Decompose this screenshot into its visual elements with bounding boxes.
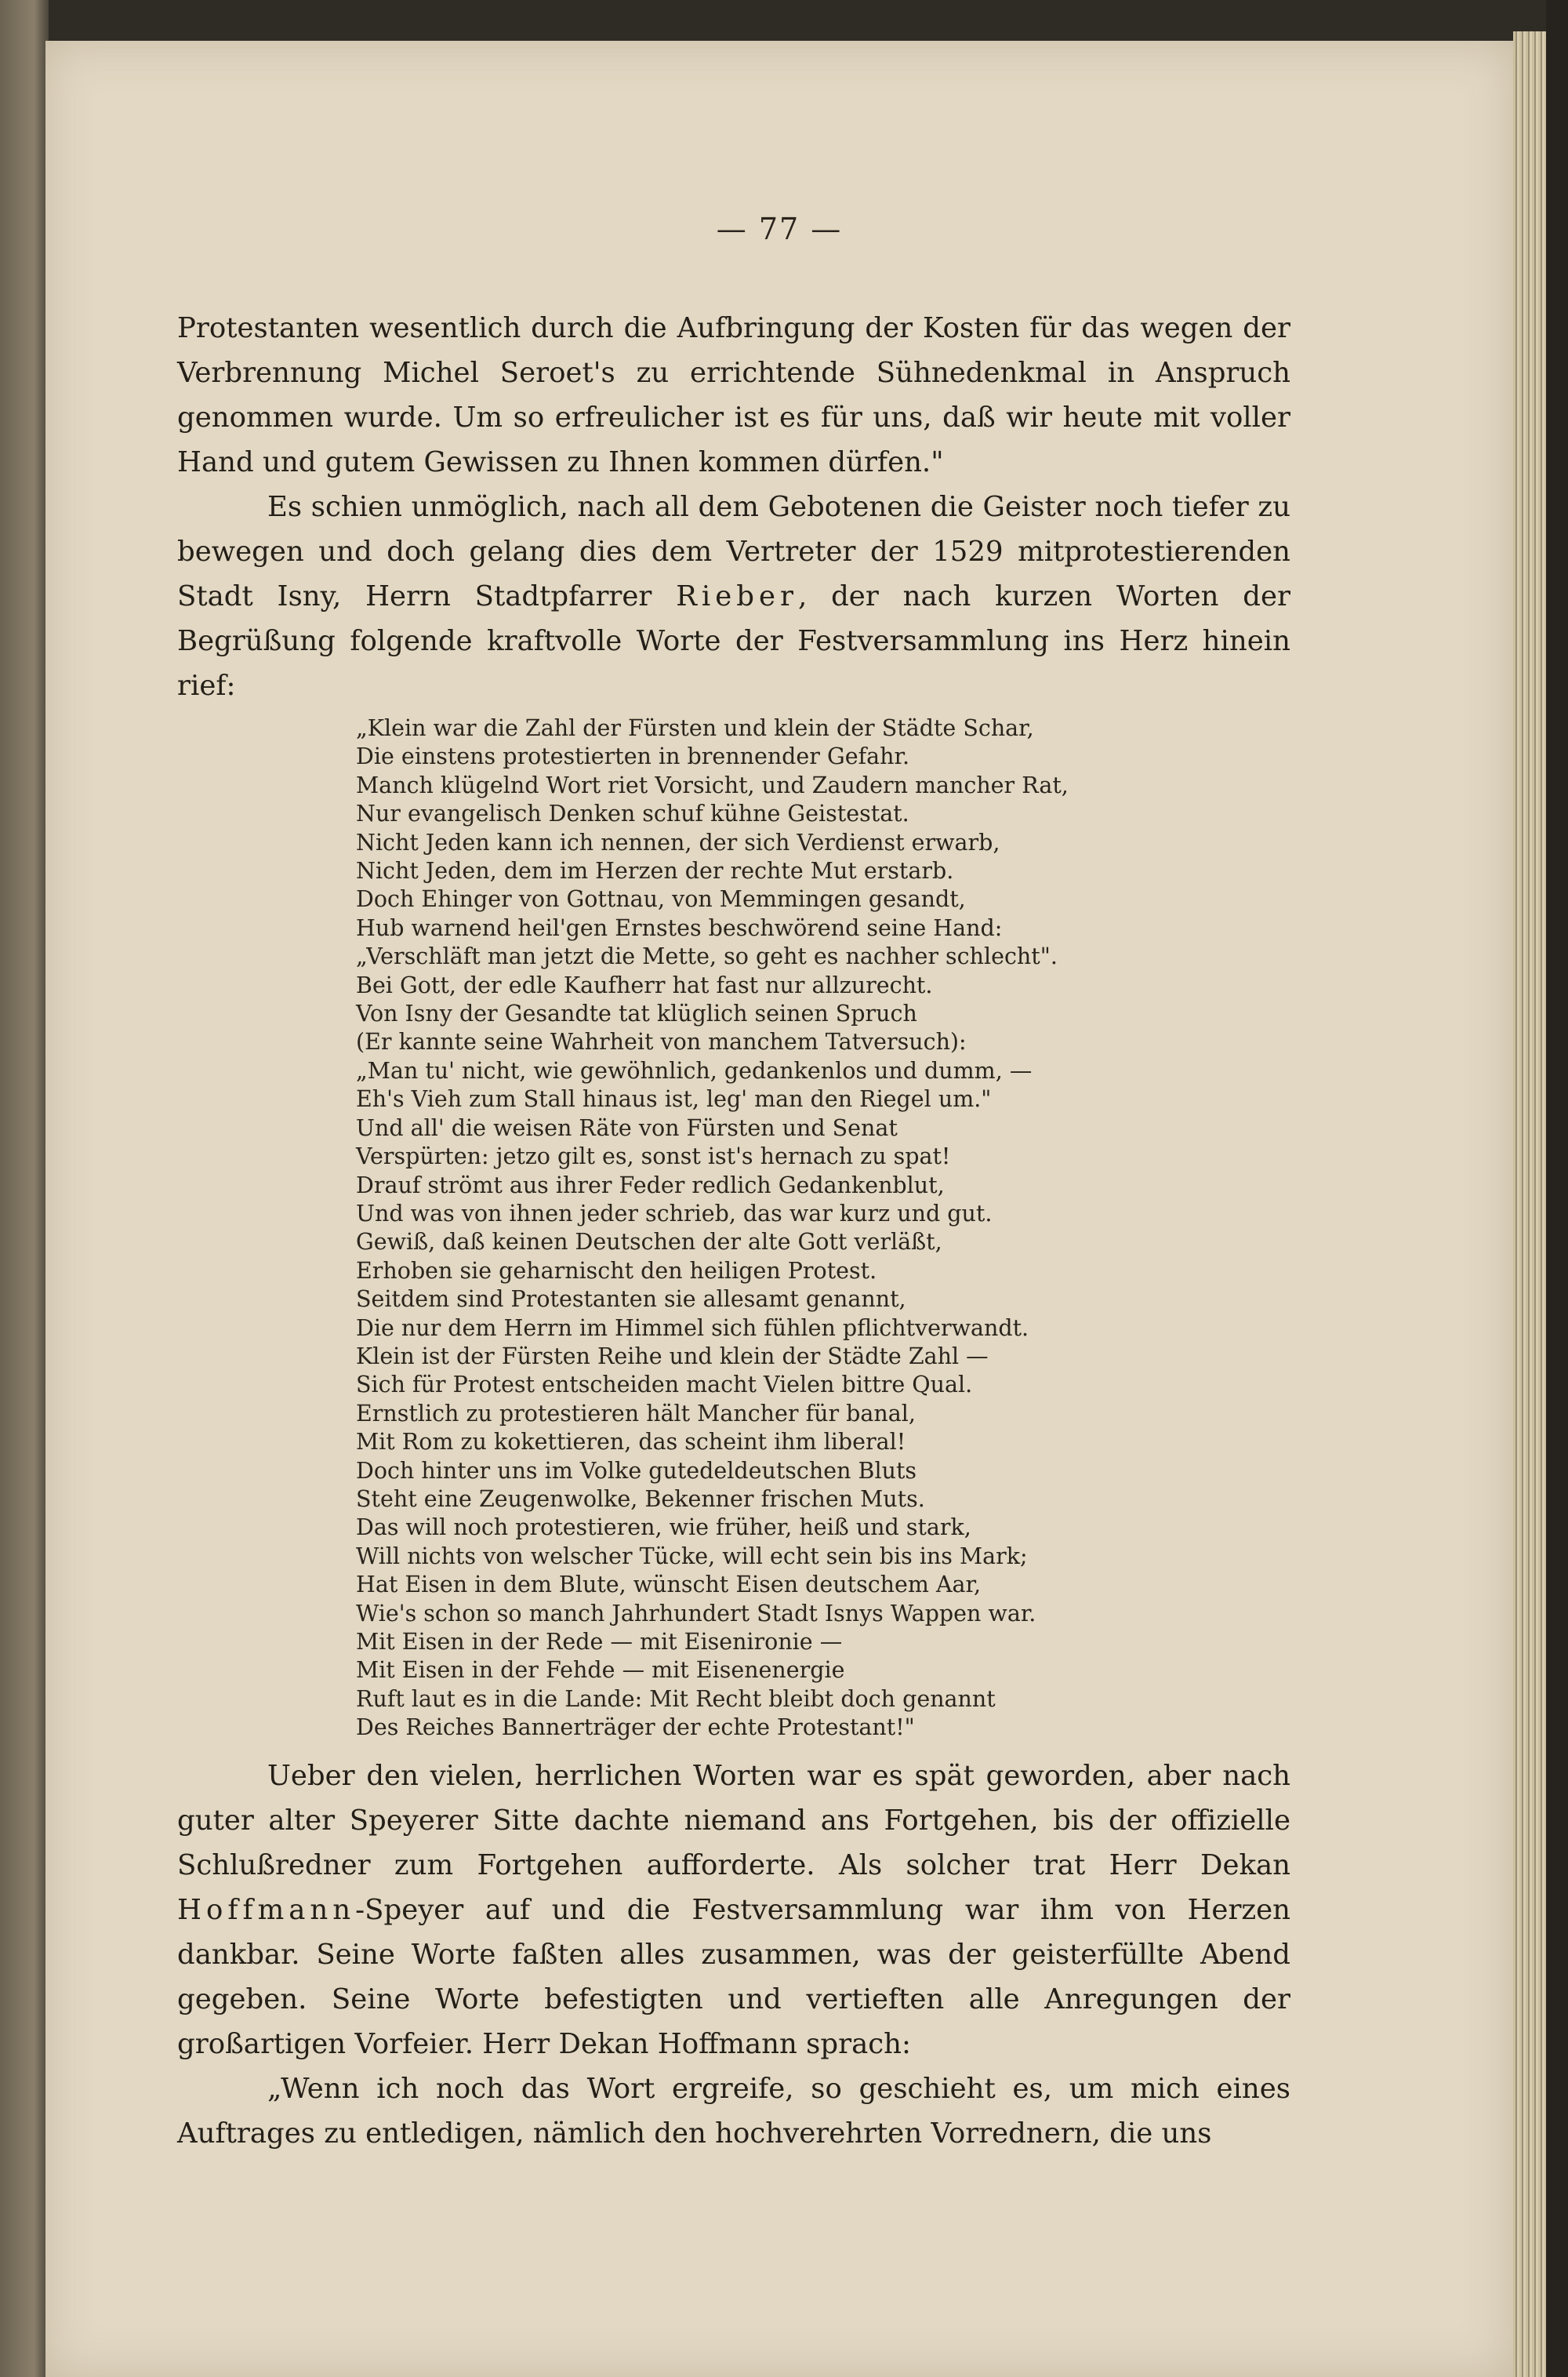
poem-line: Die einstens protestierten in brennender Gefahr. [356,743,910,770]
paragraph-4: „Wenn ich noch das Wort ergreife, so geschieht es, um mich eines Auftrages zu entledigen, nämlich den hochverehrten Vorrednern, die uns [177,2072,1290,2150]
book-page [45,41,1513,2377]
poem-line: Gewiß, daß keinen Deutschen der alte Gott verläßt, [356,1229,942,1256]
poem-line: Und all' die weisen Räte von Fürsten und Senat [356,1114,898,1141]
poem-line: „Man tu' nicht, wie gewöhnlich, gedankenlos und dumm, — [356,1057,1033,1084]
poem-line: Bei Gott, der edle Kaufherr hat fast nur allzurecht. [356,972,933,998]
poem-line: Seitdem sind Protestanten sie allesamt genannt, [356,1286,906,1313]
paragraph-1: Protestanten wesentlich durch die Aufbringung der Kosten für das wegen der Verbrennung Michel Seroet's zu errichtende Sühnedenkmal in Anspruch genommen wurde. Um so erfreulicher ist es für uns, daß wir heute mit voller Hand und gutem Gewissen zu Ihnen kommen dürfen." [177,312,1290,478]
paragraph-2: Es schien unmöglich, nach all dem Gebotenen die Geister noch tiefer zu bewegen und doch gelang dies dem Vertreter der 1529 mitprotestierenden Stadt Isny, Herrn Stadtpfarrer Rieber, der nach kurzen Worten der Begrüßung folgende kraftvolle Worte der Festversammlung ins Herz hinein rief: [177,491,1290,702]
poem-line: Doch hinter uns im Volke gutedeldeutschen Bluts [356,1457,917,1484]
paragraph-3: Ueber den vielen, herrlichen Worten war es spät geworden, aber nach guter alter Speyerer Sitte dachte niemand ans Fortgehen, bis der offizielle Schlußredner zum Fortgehen aufforderte. Als solcher trat Herr Dekan Hoffmann-Speyer auf und die Festversammlung war ihm von Herzen dankbar. Seine Worte faßten alles zusammen, was der geisterfüllte Abend gegeben. Seine Worte befestigten und vertieften alle Anregungen der großartigen Vorfeier. Herr Dekan Hoffmann sprach: [177,1759,1290,2060]
poem-line: Klein ist der Fürsten Reihe und klein der Städte Zahl — [356,1343,989,1369]
page-body [177,306,1290,2156]
poem-line: Doch Ehinger von Gottnau, von Memmingen gesandt, [356,886,966,913]
poem-line: Nicht Jeden kann ich nennen, der sich Verdienst erwarb, [356,829,1000,856]
poem-line: Hat Eisen in dem Blute, wünscht Eisen deutschem Aar, [356,1572,982,1598]
speaker-name-hoffmann: Hoffmann [177,1893,356,1926]
poem-line: Wie's schon so manch Jahrhundert Stadt Isnys Wappen war. [356,1600,1036,1626]
poem-line: Das will noch protestieren, wie früher, heiß und stark, [356,1514,971,1541]
poem-line: Steht eine Zeugenwolke, Bekenner frischen Muts. [356,1485,925,1512]
poem-line: Ruft laut es in die Lande: Mit Recht bleibt doch genannt [356,1685,996,1712]
poem [356,714,1290,1743]
poem-line: Nicht Jeden, dem im Herzen der rechte Mut erstarb. [356,858,954,885]
poem-line: Von Isny der Gesandte tat klüglich seinen Spruch [356,1001,917,1027]
poem-line: „Verschläft man jetzt die Mette, so geht es nachher schlecht". [356,943,1058,970]
poem-line: (Er kannte seine Wahrheit von manchem Tatversuch): [356,1029,967,1056]
page-number: — 77 — [716,212,843,246]
poem-line: Die nur dem Herrn im Himmel sich fühlen pflichtverwandt. [356,1314,1029,1341]
poem-line: Will nichts von welscher Tücke, will echt sein bis ins Mark; [356,1543,1028,1569]
poem-line: Des Reiches Bannerträger der echte Protestant!" [356,1714,915,1741]
poem-line: Und was von ihnen jeder schrieb, das war kurz und gut. [356,1200,993,1227]
poem-line: Manch klügelnd Wort riet Vorsicht, und Zaudern mancher Rat, [356,772,1069,798]
poem-line: Mit Rom zu kokettieren, das scheint ihm liberal! [356,1429,906,1456]
poem-line: „Klein war die Zahl der Fürsten und klein der Städte Schar, [356,715,1034,741]
speaker-name-rieber: Rieber [676,580,798,612]
poem-line: Hub warnend heil'gen Ernstes beschwörend seine Hand: [356,914,1003,941]
poem-line: Mit Eisen in der Fehde — mit Eisenenergie [356,1657,845,1684]
scan-border [1546,0,1568,2377]
poem-line: Eh's Vieh zum Stall hinaus ist, leg' man den Riegel um." [356,1086,992,1113]
poem-line: Verspürten: jetzo gilt es, sonst ist's hernach zu spat! [356,1143,951,1170]
poem-line: Ernstlich zu protestieren hält Mancher für banal, [356,1400,916,1427]
poem-line: Erhoben sie geharnischt den heiligen Protest. [356,1257,877,1284]
poem-line: Mit Eisen in der Rede — mit Eisenironie — [356,1629,843,1655]
poem-line: Drauf strömt aus ihrer Feder redlich Gedankenblut, [356,1172,945,1198]
page-stack-edge [1513,31,1546,2377]
previous-page-edge [0,0,49,2377]
poem-line: Nur evangelisch Denken schuf kühne Geistestat. [356,801,909,827]
poem-line: Sich für Protest entscheiden macht Vielen bittre Qual. [356,1372,973,1398]
